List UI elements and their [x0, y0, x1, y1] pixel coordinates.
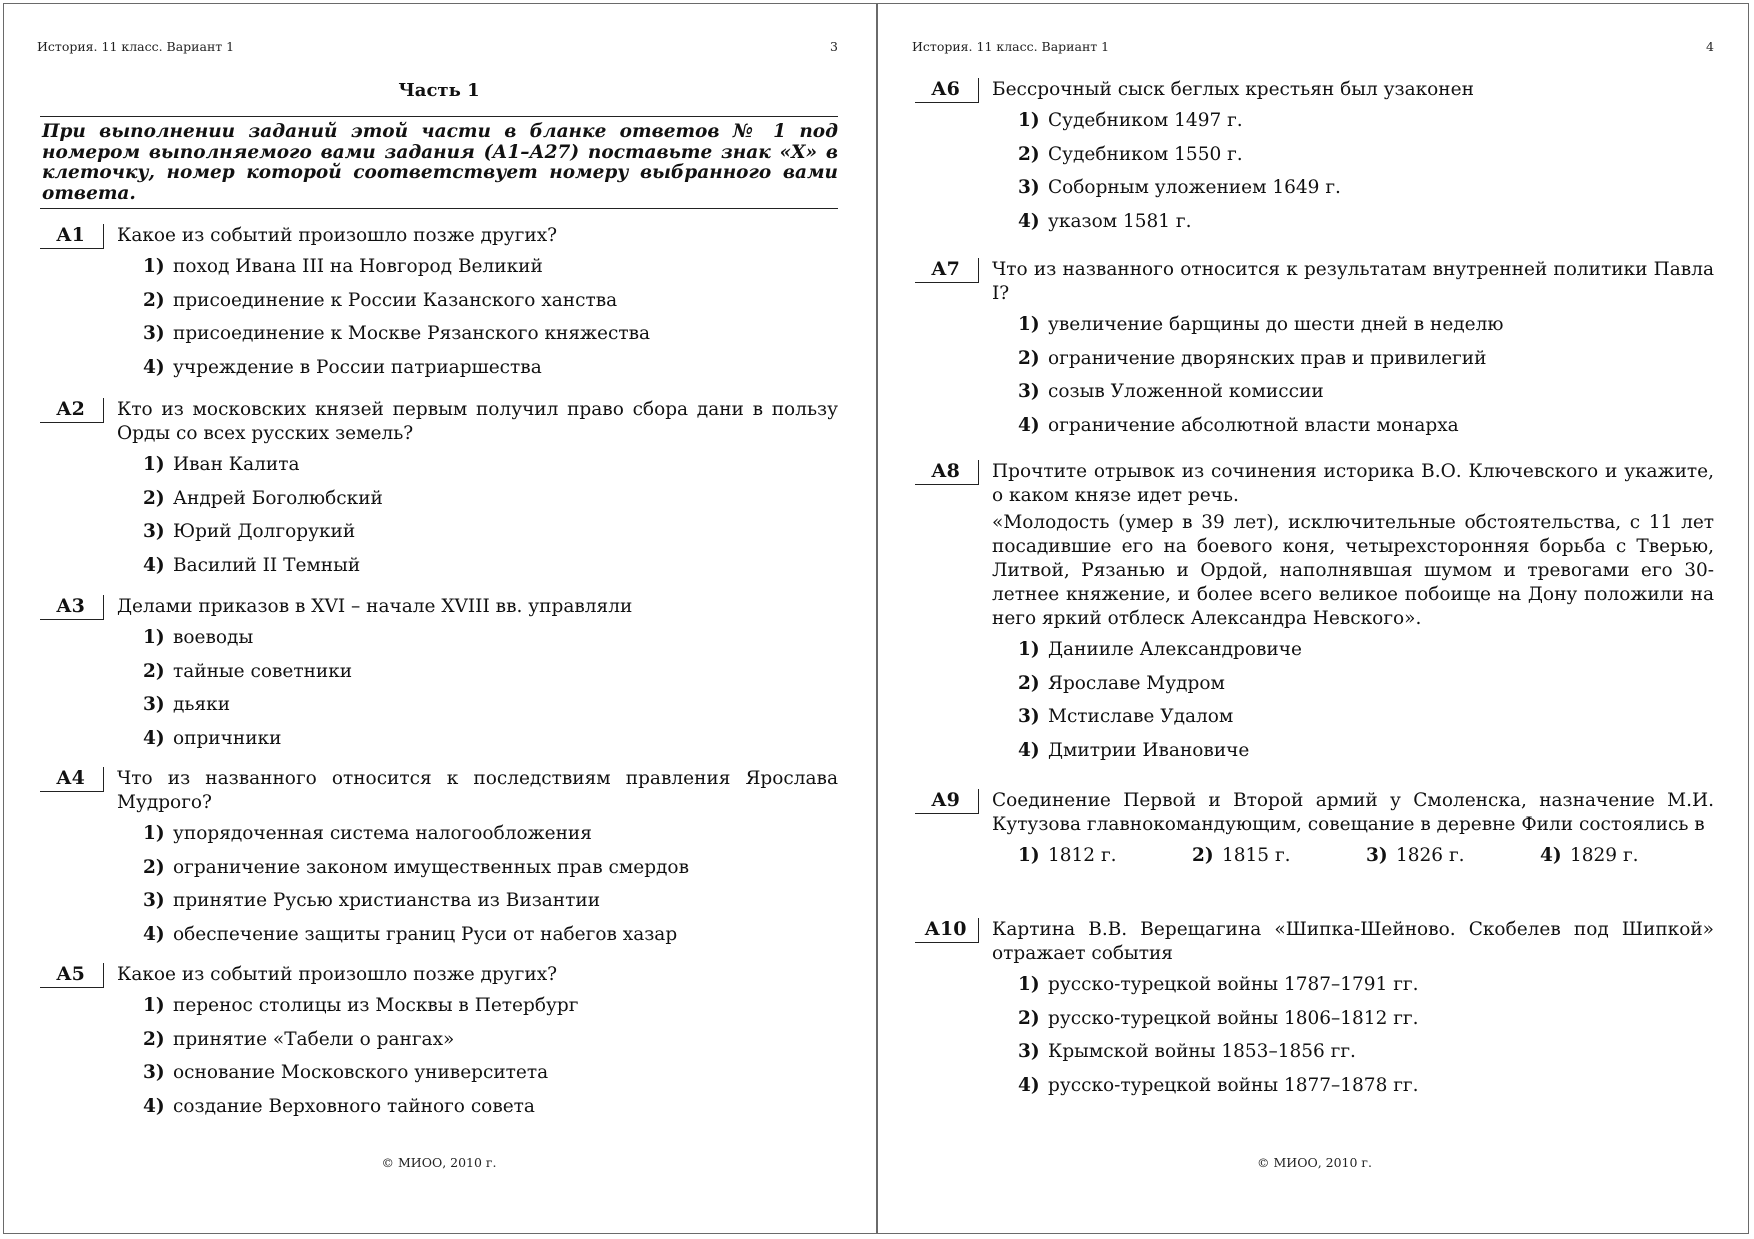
- answer-options: [1018, 841, 1714, 875]
- task-question: [992, 460, 1714, 631]
- task-label: А4: [40, 767, 104, 792]
- answer-option[interactable]: 1) поход Ивана III на Новгород Великий: [143, 256, 543, 277]
- task-question: Что из названного относится к результатам внутренней политики Павла I?: [992, 259, 1714, 304]
- answer-option[interactable]: 4) создание Верховного тайного совета: [143, 1095, 535, 1117]
- answer-options: [143, 252, 838, 386]
- task-a3: [40, 595, 838, 757]
- task-question: Картина В.В. Верещагина «Шипка-Шейново. Скобелев под Шипкой» отражает события: [992, 919, 1714, 964]
- task-a2: [40, 398, 838, 584]
- task-a4: [40, 767, 838, 953]
- answer-option[interactable]: 1) 1812 г.: [1018, 845, 1117, 866]
- answer-option[interactable]: 4) учреждение в России патриаршества: [143, 356, 542, 378]
- answer-option[interactable]: 3) Юрий Долгорукий: [143, 521, 356, 542]
- answer-options: [143, 819, 838, 953]
- answer-option[interactable]: 2) ограничение дворянских прав и привилегий: [1018, 347, 1487, 369]
- answer-option[interactable]: 1) Судебником 1497 г.: [1018, 110, 1243, 131]
- task-question: Делами приказов в XVI – начале XVIII вв. управляли: [117, 596, 633, 617]
- answer-option[interactable]: 1) русско-турецкой войны 1787–1791 гг.: [1018, 974, 1419, 995]
- task-question: Что из названного относится к последствиям правления Ярослава Мудрого?: [117, 768, 838, 813]
- answer-option[interactable]: 1) перенос столицы из Москвы в Петербург: [143, 995, 579, 1016]
- task-question: Соединение Первой и Второй армий у Смоленска, назначение М.И. Кутузова главнокомандующим, совещание в деревне Фили состоялись в: [992, 790, 1714, 835]
- answer-option[interactable]: 2) ограничение законом имущественных прав смердов: [143, 856, 689, 878]
- answer-option[interactable]: 1) упорядоченная система налогообложения: [143, 823, 592, 844]
- task-question: Бессрочный сыск беглых крестьян был узаконен: [992, 79, 1474, 100]
- header-title: История. 11 класс. Вариант 1: [37, 39, 235, 54]
- answer-option[interactable]: 3) 1826 г.: [1366, 845, 1465, 866]
- answer-option[interactable]: 3) основание Московского университета: [143, 1062, 549, 1083]
- header-title: История. 11 класс. Вариант 1: [912, 39, 1110, 54]
- answer-option[interactable]: 1) Данииле Александровиче: [1018, 639, 1302, 660]
- answer-options: [143, 623, 838, 757]
- answer-option[interactable]: 3) Мстиславе Удалом: [1018, 706, 1234, 727]
- answer-option[interactable]: 2) Судебником 1550 г.: [1018, 143, 1243, 165]
- answer-option[interactable]: 4) 1829 г.: [1540, 845, 1639, 866]
- task-a5: [40, 963, 838, 1125]
- running-head-left: [37, 39, 838, 54]
- answer-options: [1018, 970, 1714, 1104]
- answer-options: [1018, 106, 1714, 240]
- task-question: Какое из событий произошло позже других?: [117, 964, 558, 985]
- answer-option[interactable]: 1) увеличение барщины до шести дней в неделю: [1018, 314, 1504, 335]
- answer-option[interactable]: 3) Соборным уложением 1649 г.: [1018, 177, 1341, 198]
- answer-options: [1018, 635, 1714, 769]
- answer-option[interactable]: 3) дьяки: [143, 694, 231, 715]
- task-a7: [915, 258, 1714, 444]
- answer-option[interactable]: 4) ограничение абсолютной власти монарха: [1018, 414, 1459, 436]
- task-a10: [915, 918, 1714, 1104]
- answer-option[interactable]: 4) указом 1581 г.: [1018, 210, 1192, 232]
- task-question: Какое из событий произошло позже других?: [117, 225, 558, 246]
- answer-option[interactable]: 2) принятие «Табели о рангах»: [143, 1028, 455, 1050]
- answer-option[interactable]: 3) принятие Русью христианства из Византии: [143, 890, 601, 911]
- answer-option[interactable]: 4) русско-турецкой войны 1877–1878 гг.: [1018, 1074, 1419, 1096]
- instruction-block: При выполнении заданий этой части в бланке ответов № 1 под номером выполняемого вами задания (А1–А27) поставьте знак «Х» в клеточку, номер которой соответствует номеру выбранного вами ответа.: [40, 116, 838, 209]
- answer-option[interactable]: 1) воеводы: [143, 627, 254, 648]
- page-number: 4: [1706, 39, 1714, 54]
- page-left: [37, 0, 838, 1239]
- task-a1: [40, 224, 838, 386]
- answer-option[interactable]: 2) 1815 г.: [1192, 845, 1291, 866]
- page-divider: [876, 3, 878, 1234]
- answer-option[interactable]: 3) присоединение к Москве Рязанского княжества: [143, 323, 651, 344]
- task-a6: [915, 78, 1714, 240]
- answer-option[interactable]: 2) Андрей Боголюбский: [143, 487, 383, 509]
- answer-option[interactable]: 2) присоединение к России Казанского ханства: [143, 289, 618, 311]
- answer-option[interactable]: 4) Дмитрии Ивановиче: [1018, 739, 1250, 761]
- task-label: А8: [915, 460, 979, 485]
- task-label: А6: [915, 78, 979, 103]
- task-label: А3: [40, 595, 104, 620]
- answer-option[interactable]: 3) созыв Уложенной комиссии: [1018, 381, 1324, 402]
- answer-options: [143, 450, 838, 584]
- task-a8: [915, 460, 1714, 769]
- answer-option[interactable]: 1) Иван Калита: [143, 454, 300, 475]
- page-number: 3: [830, 39, 838, 54]
- answer-options: [1018, 310, 1714, 444]
- answer-option[interactable]: 4) опричники: [143, 727, 282, 749]
- answer-option[interactable]: 4) обеспечение защиты границ Руси от набегов хазар: [143, 923, 678, 945]
- task-label: А1: [40, 224, 104, 249]
- task-label: А7: [915, 258, 979, 283]
- answer-options: [143, 991, 838, 1125]
- task-question: Кто из московских князей первым получил право сбора дани в пользу Орды со всех русских земель?: [117, 399, 838, 444]
- footer-copyright: © МИОО, 2010 г.: [381, 1155, 497, 1170]
- historian-quote: «Молодость (умер в 39 лет), исключительные обстоятельства, с 11 лет посадившие его на боевого коня, четырехсторонняя борьба с Тверью, Литвой, Рязанью и Ордой, наполнявшая шумом и тревогами его 30-летнее княжение, и более всего великое побоище на Дону положили на него яркий отблеск Александра Невского».: [992, 512, 1714, 629]
- part-title: Часть 1: [398, 80, 480, 101]
- answer-option[interactable]: 3) Крымской войны 1853–1856 гг.: [1018, 1041, 1356, 1062]
- answer-option[interactable]: 2) тайные советники: [143, 660, 353, 682]
- answer-option[interactable]: 4) Василий II Темный: [143, 554, 361, 576]
- page-right: [912, 0, 1714, 1239]
- task-label: А9: [915, 789, 979, 814]
- running-head-right: [912, 39, 1714, 54]
- task-label: А2: [40, 398, 104, 423]
- answer-option[interactable]: 2) Ярославе Мудром: [1018, 672, 1225, 694]
- task-label: А10: [915, 918, 979, 943]
- task-a9: [915, 789, 1714, 875]
- answer-option[interactable]: 2) русско-турецкой войны 1806–1812 гг.: [1018, 1007, 1419, 1029]
- task-question-text: Прочтите отрывок из сочинения историка В.О. Ключевского и укажите, о каком князе идет речь.: [992, 461, 1714, 506]
- footer-copyright: © МИОО, 2010 г.: [1257, 1155, 1372, 1170]
- task-label: А5: [40, 963, 104, 988]
